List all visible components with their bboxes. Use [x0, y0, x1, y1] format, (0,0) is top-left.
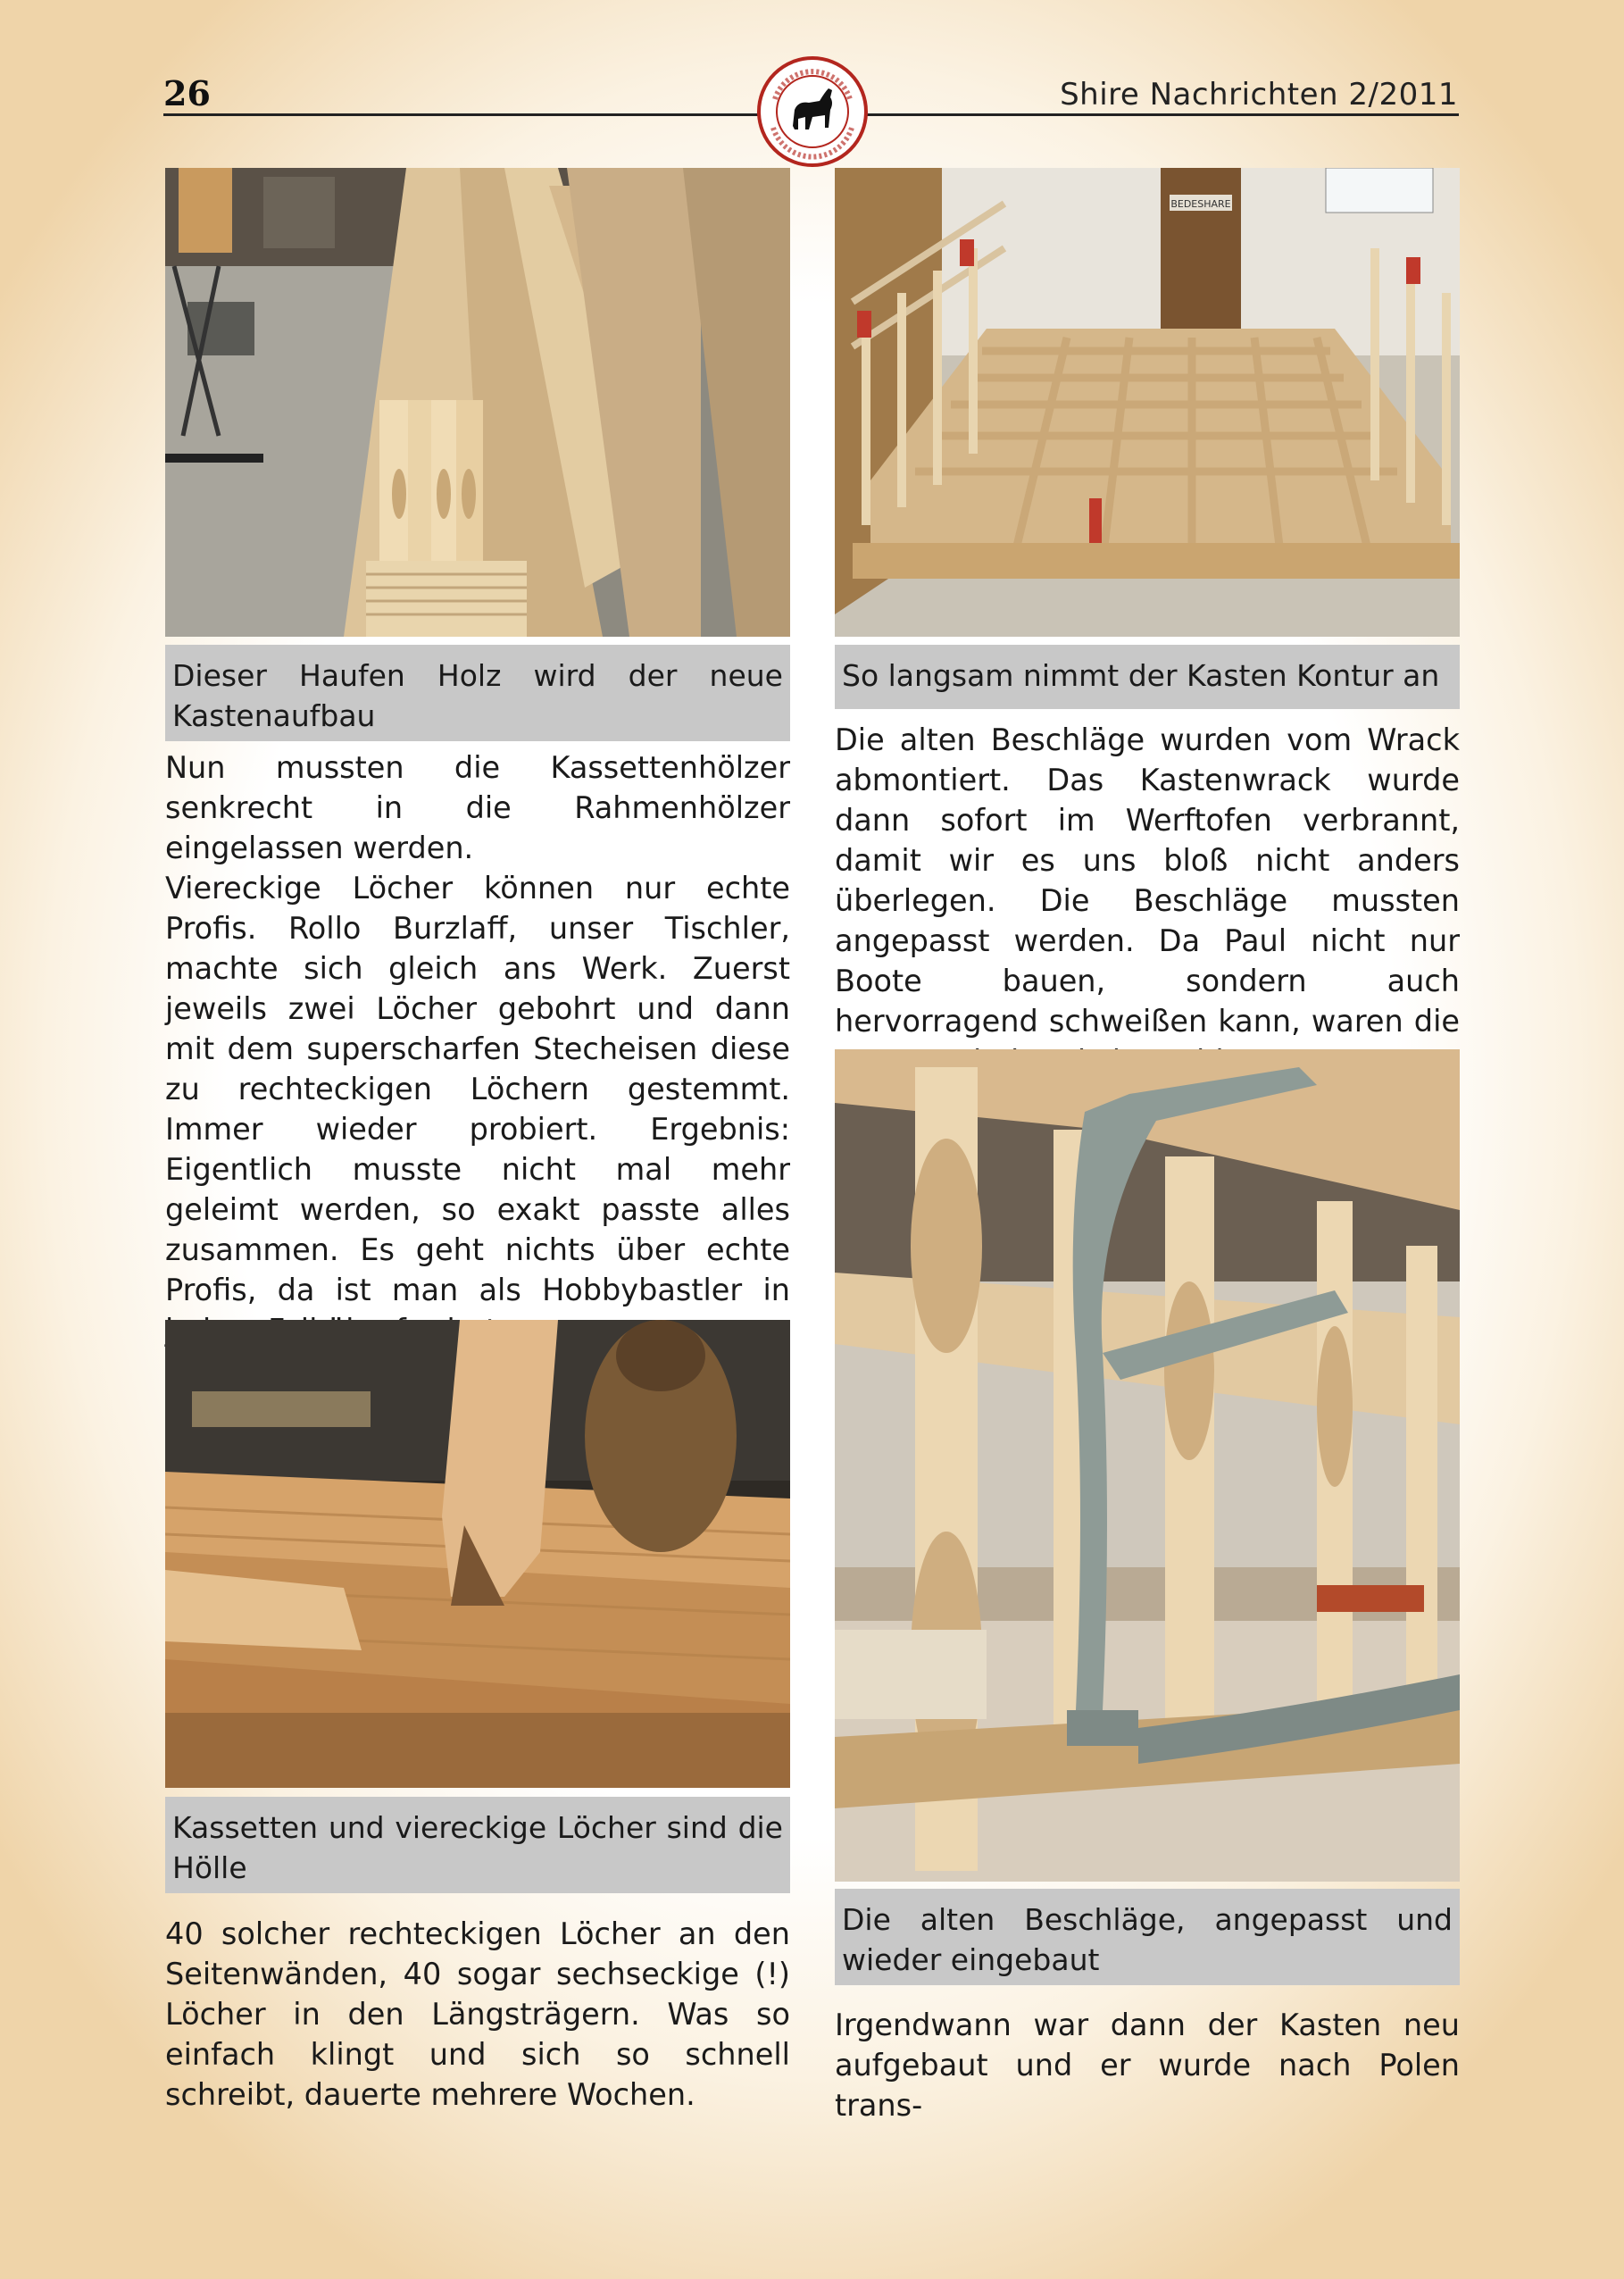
paragraph: Irgendwann war dann der Kasten neu aufgebaut und er wurde nach Polen trans-: [835, 2008, 1460, 2123]
right-text-block-2: [835, 2005, 1460, 2125]
publication-title: Shire Nachrichten 2/2011: [1060, 77, 1458, 113]
right-text-block-1: [835, 720, 1460, 1081]
door-sign: BEDESHARE: [1170, 198, 1231, 210]
photo-square-holes: [165, 1320, 790, 1788]
paragraph: Viereckige Löcher können nur echte Profis. Rollo Burzlaff, unser Tischler, machte sich gleich ans Werk. Zuerst jeweils zwei Löcher gebohrt und dann mit dem superscharfen Stecheisen diese zu rechteckigen Löchern gestemmt. Immer wieder probiert. Ergebnis: Eigentlich musste nicht mal mehr geleimt werden, so exakt passte alles zusammen. Es geht nichts über echte Profis, da ist man als Hobbybastler in: [165, 871, 790, 1307]
paragraph: Nun mussten die Kassettenhölzer senkrecht in die Rahmenhölzer eingelassen werden.: [165, 750, 790, 865]
caption-fittings: Die alten Beschläge, angepasst und wieder eingebaut: [835, 1889, 1460, 1985]
shire-horse-logo: [757, 56, 868, 167]
photo-wood-pile: [165, 168, 790, 637]
caption-square-holes: Kassetten und viereckige Löcher sind die Hölle: [165, 1797, 790, 1893]
paragraph: 40 solcher rechteckigen Löcher an den Seitenwänden, 40 sogar sechseckige (!) Löcher in den Längsträgern. Was so einfach klingt und sich so schnell schreibt, dauerte mehrere Wochen.: [165, 1916, 790, 2112]
page-number: 26: [163, 73, 211, 113]
header-rule-right: [863, 113, 1459, 116]
left-text-block-1: [165, 747, 790, 1350]
paragraph: Die alten Beschläge wurden vom Wrack abmontiert. Das Kastenwrack wurde dann sofort im Werftofen verbrannt, damit wir es uns bloß nicht anders überlegen. Die Beschläge mussten angepasst werden. Da Paul nicht nur Boote bauen, sondern auch hervorragend schweißen kann, waren die: [835, 722, 1460, 1039]
photo-fittings: [835, 1049, 1460, 1882]
caption-wood-pile: Dieser Haufen Holz wird der neue Kastenaufbau: [165, 645, 790, 741]
header-rule-left: [163, 113, 762, 116]
left-text-block-2: [165, 1914, 790, 2115]
caption-frame-contour: So langsam nimmt der Kasten Kontur an: [835, 645, 1460, 709]
photo-frame-contour: [835, 168, 1460, 637]
